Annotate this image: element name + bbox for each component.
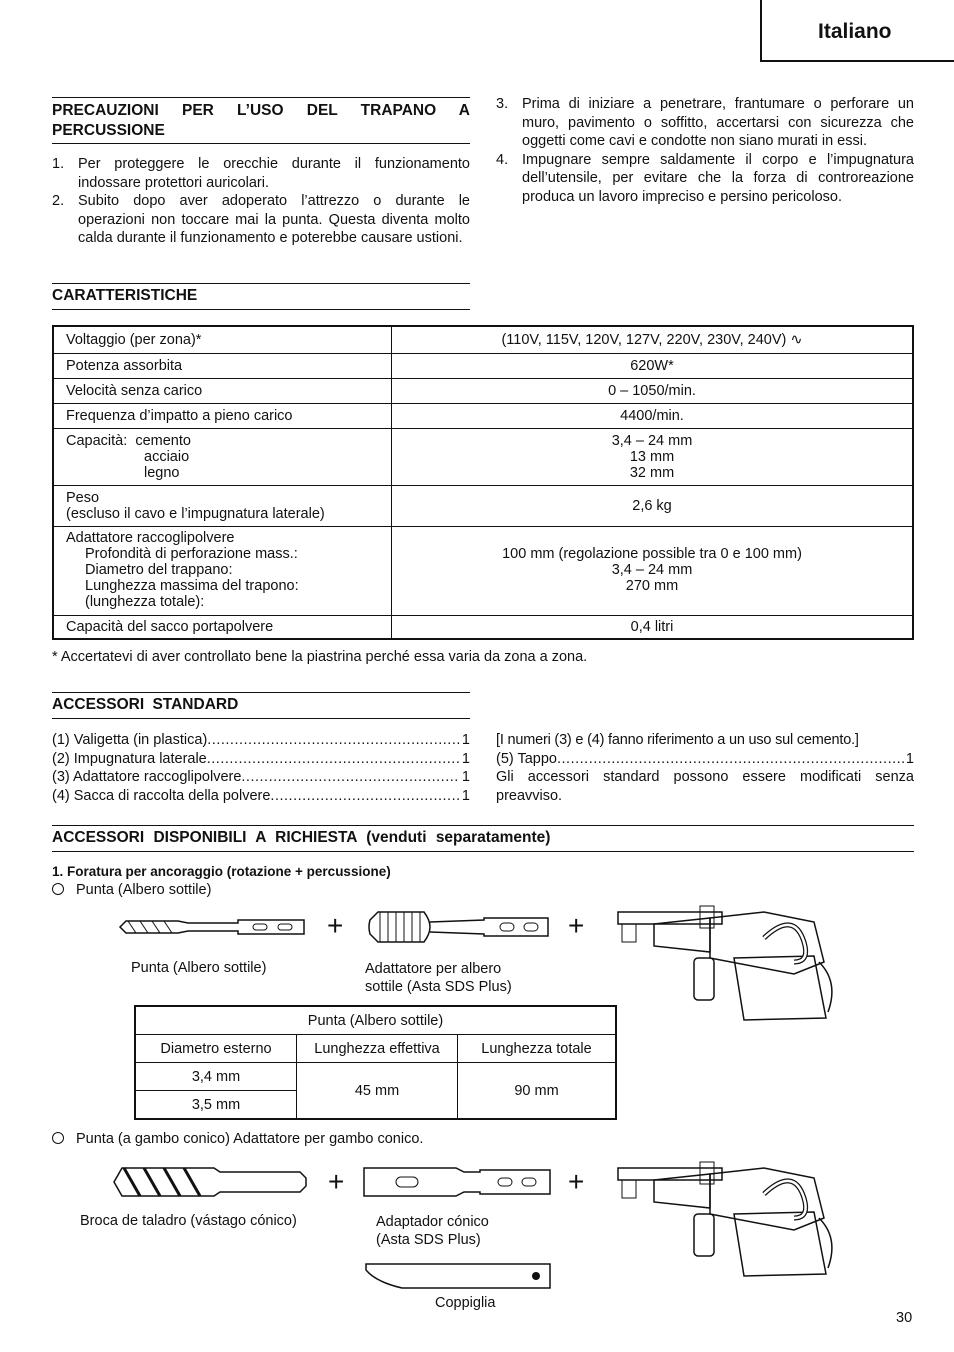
- plus-sign: +: [328, 1166, 345, 1197]
- ac-icon: ∿: [790, 331, 803, 348]
- caption-cotter: Coppiglia: [435, 1295, 496, 1311]
- item-text: Per proteggere le orecchie durante il funzionamento indossare protettori auricolari.: [78, 156, 470, 191]
- adapter-length-note: (lunghezza totale):: [85, 593, 205, 610]
- header-diameter: Diametro esterno: [135, 1035, 297, 1063]
- optional-accessories-heading: [52, 825, 914, 852]
- list-item: [52, 192, 470, 248]
- hammer-drill-with-dust-collector-icon: [614, 1158, 844, 1280]
- table-row: [53, 353, 913, 378]
- slim-bit-icon: [118, 912, 308, 942]
- adapter-label-cell: [53, 526, 392, 615]
- voltage-value: [392, 326, 914, 353]
- impact-label: Frequenza d’impatto a pieno carico: [53, 403, 392, 428]
- bit-spec-table: [134, 1005, 617, 1120]
- capacity-steel-value: 13 mm: [629, 448, 675, 465]
- specs-heading: [52, 283, 470, 310]
- table-row: [135, 1006, 616, 1035]
- table-row: [53, 526, 913, 615]
- caption-adapter-line2: sottile (Asta SDS Plus): [365, 979, 512, 995]
- plus-sign: +: [568, 1166, 585, 1197]
- caption-adapter-line1: Adattatore per albero: [365, 961, 502, 977]
- leader-dots: [207, 750, 460, 769]
- adapter-diameter-value: 3,4 – 24 mm: [611, 561, 693, 578]
- option-a: [52, 882, 211, 898]
- specs-table: [52, 325, 914, 640]
- language-tab: [760, 0, 954, 62]
- hammer-drill-with-dust-collector-icon: [614, 902, 844, 1024]
- item-label: (3) Adattatore raccoglipolvere: [52, 769, 242, 785]
- capacity-concrete-value: 3,4 – 24 mm: [611, 432, 693, 449]
- precautions-list-left: [52, 155, 470, 248]
- power-value: 620W*: [392, 353, 914, 378]
- item-label: (4) Sacca di raccolta della polvere: [52, 787, 271, 804]
- standard-accessories-heading: [52, 692, 470, 719]
- caption-taper-adapter: [376, 1213, 489, 1249]
- item-label: (2) Impugnatura laterale: [52, 750, 207, 767]
- item-count: 1: [461, 732, 470, 748]
- circle-bullet-icon: [52, 883, 64, 895]
- item-text: Impugnare sempre saldamente il corpo e l’impugnatura dell’utensile, per evitare che la forza di controreazione produca un lavoro impreciso e persino pericoloso.: [522, 151, 914, 205]
- item-number: 1.: [52, 156, 65, 172]
- caption-adapter: [365, 960, 512, 996]
- impact-value: 4400/min.: [392, 403, 914, 428]
- accessories-note: [I numeri (3) e (4) fanno riferimento a un uso sul cemento.]: [496, 732, 859, 748]
- precautions-title: PRECAUZIONI PER L’USO DEL TRAPANO A PERCUSSIONE: [52, 102, 470, 139]
- list-item: [52, 750, 470, 769]
- option-b: [52, 1131, 423, 1147]
- weight-note: (escluso il cavo e l’impugnatura laterale): [66, 505, 325, 522]
- item-count: 1: [461, 769, 470, 785]
- speed-label: Velocità senza carico: [53, 378, 392, 403]
- leader-dots: [557, 750, 904, 769]
- circle-bullet-icon: [52, 1132, 64, 1144]
- adapter-diameter: Diametro del trappano:: [85, 561, 233, 578]
- precautions-heading: [52, 97, 470, 144]
- item-count: 1: [461, 750, 470, 767]
- list-item: [496, 750, 914, 769]
- table-row: [135, 1063, 616, 1091]
- item-text: Prima di iniziare a penetrare, frantumare o perforare un muro, pavimento o soffitto, accertarsi con sicurezza che oggetti come cavi e condotte non siano murati in essi.: [522, 96, 914, 149]
- list-item: [496, 95, 914, 151]
- language-label: Italiano: [818, 20, 892, 43]
- plus-sign: +: [327, 910, 344, 941]
- page-number: 30: [896, 1310, 913, 1326]
- adapter-length-value: 270 mm: [625, 577, 679, 594]
- caption-taper-line2: (Asta SDS Plus): [376, 1232, 481, 1248]
- capacity-wood-value: 32 mm: [629, 464, 675, 481]
- taper-shank-drill-bit-icon: [110, 1162, 310, 1202]
- table-row: [53, 378, 913, 403]
- option-b-text: Punta (a gambo conico) Adattatore per gambo conico.: [76, 1131, 424, 1147]
- weight-label: Peso: [66, 489, 100, 506]
- item-number: 3.: [496, 96, 509, 112]
- capacity-values: [392, 428, 914, 485]
- caption-bit: Punta (Albero sottile): [131, 960, 267, 976]
- list-item: [52, 768, 470, 787]
- leader-dots: [241, 768, 460, 787]
- weight-value: 2,6 kg: [392, 485, 914, 526]
- table-row: [53, 403, 913, 428]
- weight-label-cell: [53, 485, 392, 526]
- precautions-list-right: [496, 95, 914, 206]
- capacity-steel: acciaio: [144, 448, 190, 465]
- caption-taper-line1: Adaptador cónico: [376, 1214, 489, 1230]
- list-item: [52, 155, 470, 192]
- caption-drill: Broca de taladro (vástago cónico): [80, 1213, 297, 1229]
- item-label: (5) Tappo: [496, 750, 557, 767]
- leader-dots: [207, 731, 460, 750]
- taper-adapter-icon: [360, 1164, 554, 1200]
- adapter-values: [392, 526, 914, 615]
- standard-accessories-title: ACCESSORI STANDARD: [52, 696, 239, 713]
- accessories-disclaimer: Gli accessori standard possono essere modificati senza preavviso.: [496, 769, 914, 804]
- specs-title: CARATTERISTICHE: [52, 287, 198, 304]
- standard-accessories-notes: [496, 731, 914, 805]
- list-item: [52, 731, 470, 750]
- plus-sign: +: [568, 910, 585, 941]
- power-label: Potenza assorbita: [53, 353, 392, 378]
- item-count: 1: [461, 787, 470, 804]
- list-item: [52, 787, 470, 806]
- table-row: [53, 615, 913, 639]
- table-row: [53, 428, 913, 485]
- adapter-depth: Profondità di perforazione mass.:: [85, 545, 298, 562]
- cell-diameter-2: 3,5 mm: [135, 1091, 297, 1120]
- capacity-concrete: cemento: [135, 432, 191, 449]
- optional-accessories-title: ACCESSORI DISPONIBILI A RICHIESTA (venduti separatamente): [52, 829, 551, 846]
- list-item: [496, 151, 914, 207]
- cell-total-length: 90 mm: [458, 1063, 617, 1120]
- header-effective-length: Lunghezza effettiva: [297, 1035, 458, 1063]
- speed-value: 0 – 1050/min.: [392, 378, 914, 403]
- item-text: Subito dopo aver adoperato l’attrezzo o durante le operazioni non toccare mai la punta. Questa diventa molto calda durante il funzionamento e poterebbe causare ustioni.: [78, 193, 470, 246]
- leader-dots: [270, 787, 460, 806]
- bag-label: Capacità del sacco portapolvere: [53, 615, 392, 639]
- item-label: (1) Valigetta (in plastica): [52, 732, 208, 748]
- adapter-length: Lunghezza massima del trapono:: [85, 577, 299, 594]
- bag-value: 0,4 litri: [392, 615, 914, 639]
- specs-footnote: * Accertatevi di aver controllato bene la piastrina perché essa varia da zona a zona.: [52, 649, 588, 665]
- section-1-title: 1. Foratura per ancoraggio (rotazione + percussione): [52, 864, 391, 879]
- header-total-length: Lunghezza totale: [458, 1035, 617, 1063]
- bit-table-title: Punta (Albero sottile): [135, 1006, 616, 1035]
- adapter-depth-value: 100 mm (regolazione possible tra 0 e 100 mm): [502, 545, 802, 562]
- capacity-wood: legno: [144, 464, 180, 481]
- option-a-text: Punta (Albero sottile): [76, 882, 212, 898]
- item-count: 1: [905, 750, 914, 767]
- voltage-label: Voltaggio (per zona)*: [53, 326, 392, 353]
- capacity-label: Capacità:: [66, 432, 128, 449]
- adapter-label: Adattatore raccoglipolvere: [66, 529, 235, 546]
- cell-effective-length: 45 mm: [297, 1063, 458, 1120]
- standard-accessories-list: [52, 731, 470, 805]
- item-number: 4.: [496, 151, 509, 168]
- item-number: 2.: [52, 193, 65, 209]
- table-row: [53, 485, 913, 526]
- voltage-text: (110V, 115V, 120V, 127V, 220V, 230V, 240V): [501, 331, 787, 348]
- table-row: [135, 1035, 616, 1063]
- cotter-icon: [362, 1260, 554, 1292]
- cell-diameter-1: 3,4 mm: [135, 1063, 297, 1091]
- capacity-label-cell: [53, 428, 392, 485]
- slim-adapter-icon: [364, 904, 554, 950]
- table-row: [53, 326, 913, 353]
